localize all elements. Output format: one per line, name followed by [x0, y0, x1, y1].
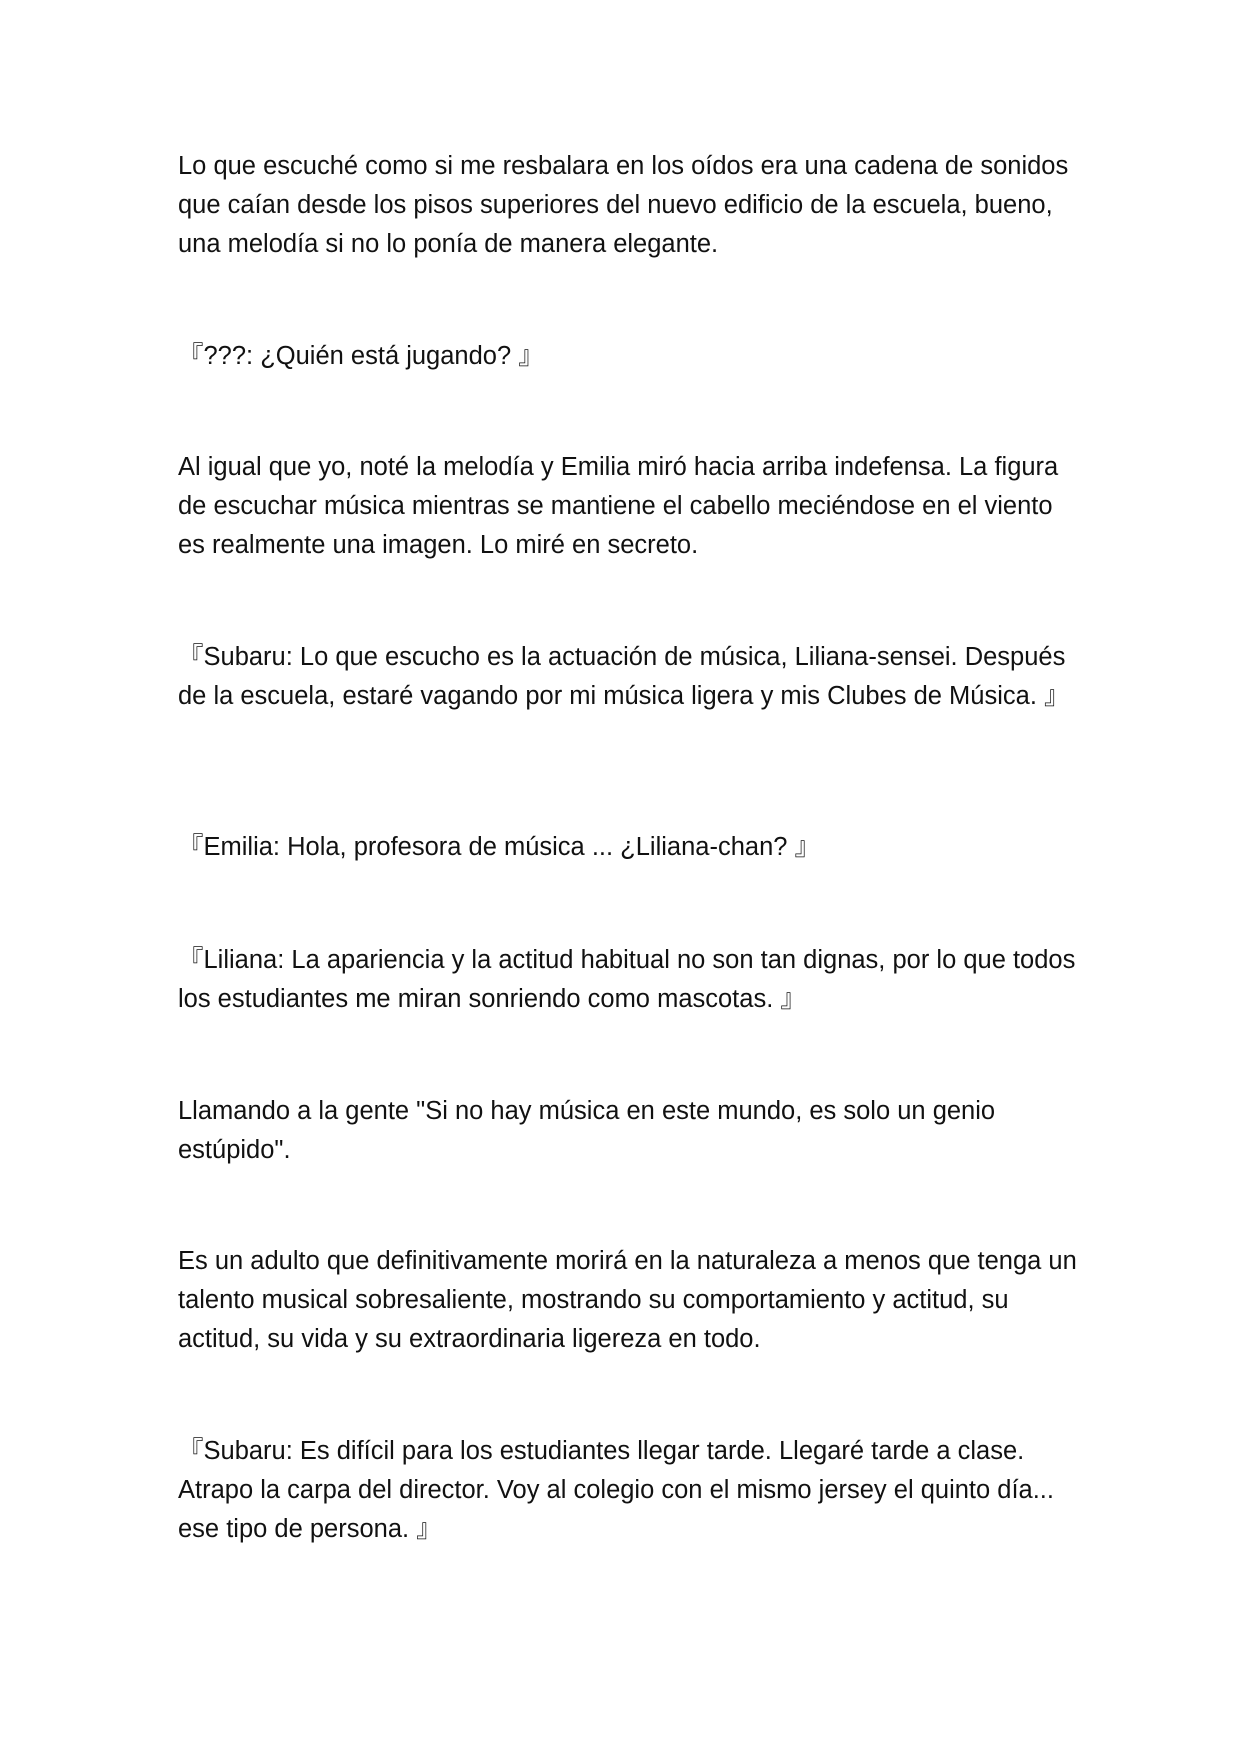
- dialogue-subaru-2: 『Subaru: Es difícil para los estudiantes llegar tarde. Llegaré tarde a clase. Atrapo la carpa del director. Voy al colegio con el mismo jersey el quinto día... ese tipo de persona. 』: [178, 1437, 1054, 1543]
- dialogue-subaru-1: 『Subaru: Lo que escucho es la actuación de música, Liliana-sensei. Después de la escuela, estaré vagando por mi música ligera y mis Clubes de Música. 』: [178, 643, 1070, 710]
- paragraph-1: Lo que escuché como si me resbalara en los oídos era una cadena de sonidos que caían desde los pisos superiores del nuevo edificio de la escuela, bueno, una melodía si no lo ponía de manera elegante.: [178, 152, 1069, 258]
- paragraph-2: Al igual que yo, noté la melodía y Emilia miró hacia arriba indefensa. La figura de escuchar música mientras se mantiene el cabello meciéndose en el viento es realmente una imagen. Lo miré en secreto.: [178, 453, 1059, 559]
- paragraph-3: Llamando a la gente "Si no hay música en este mundo, es solo un genio estúpido".: [178, 1097, 996, 1164]
- dialogue-emilia: 『Emilia: Hola, profesora de música ... ¿Liliana-chan? 』: [178, 833, 821, 861]
- dialogue-unknown: 『???: ¿Quién está jugando? 』: [178, 342, 544, 370]
- dialogue-liliana: 『Liliana: La apariencia y la actitud habitual no son tan dignas, por lo que todos los estudiantes me miran sonriendo como mascotas. 』: [178, 946, 1076, 1013]
- paragraph-4: Es un adulto que definitivamente morirá en la naturaleza a menos que tenga un talento musical sobresaliente, mostrando su comportamiento y actitud, su actitud, su vida y su extraordinaria ligereza en todo.: [178, 1247, 1077, 1353]
